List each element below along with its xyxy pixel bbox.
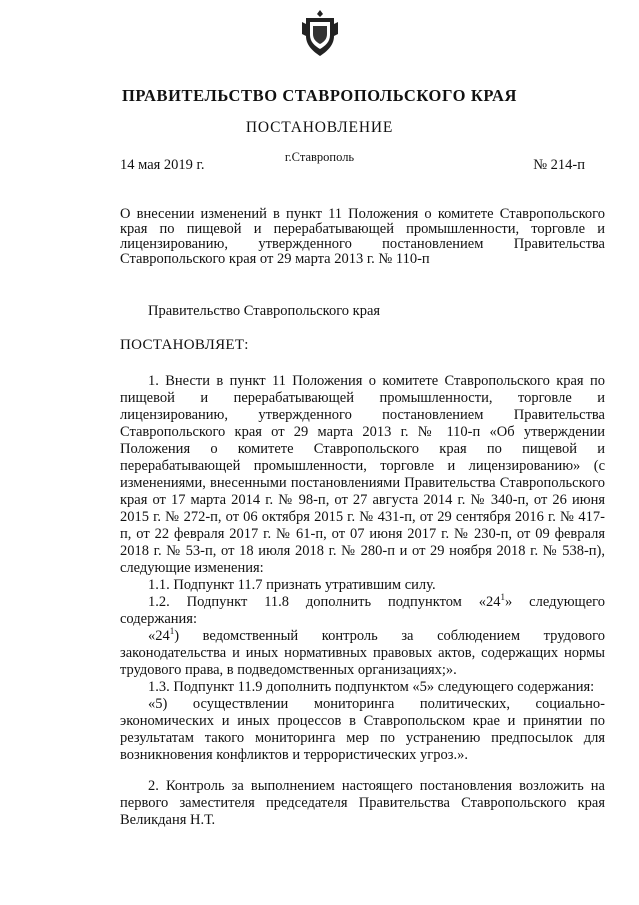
paragraph-1-2: 1.2. Подпункт 11.8 дополнить подпунктом «$24^1$» следующего содержания: xyxy=(120,592,605,627)
paragraph-1-1: 1.1. Подпункт 11.7 признать утратившим силу. xyxy=(148,577,436,593)
document-city: г.Ставрополь xyxy=(284,150,355,164)
government-title: ПРАВИТЕЛЬСТВО СТАВРОПОЛЬСКОГО КРАЯ xyxy=(121,86,518,105)
quote-24-1: «$24^1$) ведомственный контроль за соблюдением трудового законодательства и иных нормативных правовых актов, содержащих нормы трудового права, в подведомственных организациях;». xyxy=(120,626,605,678)
intro-line: Правительство Ставропольского края xyxy=(148,303,381,319)
document-body xyxy=(120,373,605,829)
coat-of-arms-icon xyxy=(300,8,340,58)
quote-5: «5) осуществлении мониторинга политических, социально-экономических и иных процессов в Ставропольском крае и принятии по результатам такого мониторинга мер по устранению предпосылок для возникновения конфликтов и террористических угроз.». xyxy=(120,696,605,763)
paragraph-2: 2. Контроль за выполнением настоящего постановления возложить на первого заместителя председателя Правительства Ставропольского края Великданя Н.Т. xyxy=(120,778,605,828)
document-type: ПОСТАНОВЛЕНИЕ xyxy=(245,119,394,136)
resolves-heading: ПОСТАНОВЛЯЕТ: xyxy=(120,337,249,353)
document-subject: О внесении изменений в пункт 11 Положения о комитете Ставропольского края по пищевой и перерабатывающей промышленности, торговле и лицензированию, утвержденного постановлением Правительства Ставропольского края от 29 марта 2013 г. № 110-п xyxy=(120,206,605,267)
paragraph-1: 1. Внести в пункт 11 Положения о комитете Ставропольского края по пищевой и перерабатывающей промышленности, торговле и лицензированию, утвержденного постановлением Правительства Ставропольского края от 29 марта 2013 г. № 110-п «Об утверждении Положения о комитете Ставропольского края по пищевой и перерабатывающей промышленности, торговле и лицензированию» (с изменениями, внесенными постановлениями Правительства Ставропольского края от 17 марта 2014 г. № 98-п, от 27 августа 2014 г. № 340-п, от 26 июня 2015 г. № 272-п, от 06 октября 2015 г. № 431-п, от 29 сентября 2016 г. № 417-п, от 22 февраля 2017 г. № 61-п, от 07 июня 2017 г. № 230-п, от 09 февраля 2018 г. № 53-п, от 18 июля 2018 г. № 280-п и от 29 ноября 2018 г. № 538-п), следующие изменения: xyxy=(120,373,605,576)
document-date: 14 мая 2019 г. xyxy=(120,157,205,173)
document-number: № 214-п xyxy=(533,157,585,173)
paragraph-1-3: 1.3. Подпункт 11.9 дополнить подпунктом «5» следующего содержания: xyxy=(148,679,595,695)
